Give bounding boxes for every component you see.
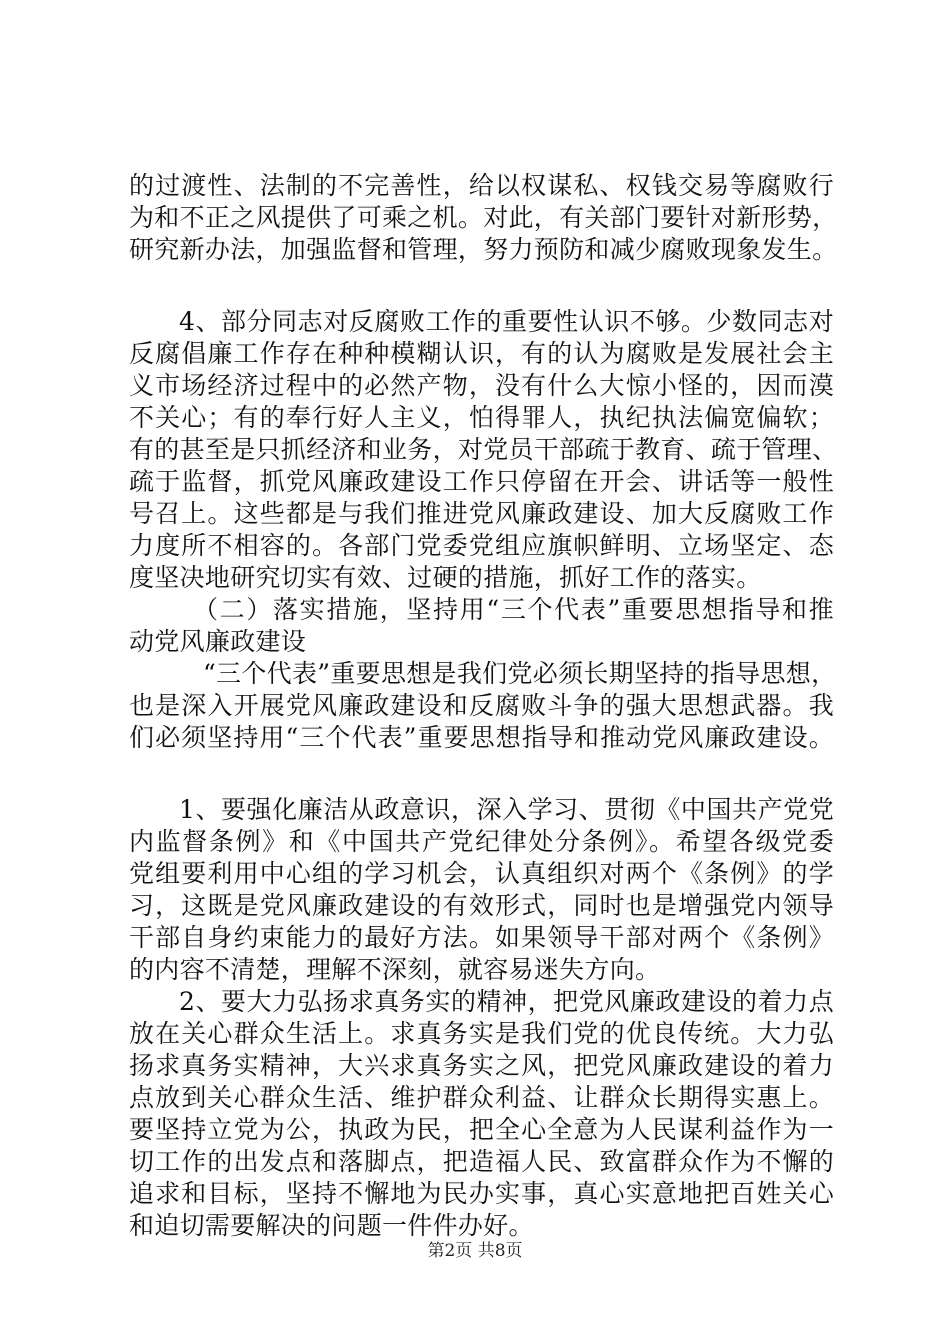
paragraph-gap — [129, 754, 834, 794]
section-heading — [129, 594, 834, 658]
text-line: 们必须坚持用“三个代表”重要思想指导和推动党风廉政建设。 — [129, 723, 834, 752]
text-line: 力度所不相容的。各部门党委党组应旗帜鲜明、立场坚定、态 — [129, 531, 834, 560]
text-line: 疏于监督，抓党风廉政建设工作只停留在开会、讲话等一般性 — [129, 467, 834, 496]
text-line: （二）落实措施，坚持用“三个代表”重要思想指导和推 — [193, 595, 834, 624]
text-line: 扬求真务实精神，大兴求真务实之风，把党风廉政建设的着力 — [129, 1051, 834, 1080]
page-number-footer: 第2页 共8页 — [427, 1241, 523, 1261]
text-line: 干部自身约束能力的最好方法。如果领导干部对两个《条例》 — [129, 923, 834, 952]
paragraph-gap — [129, 266, 834, 306]
text-line: 习，这既是党风廉政建设的有效形式，同时也是增强党内领导 — [129, 891, 834, 920]
text-line: 追求和目标，坚持不懈地为民办实事，真心实意地把百姓关心 — [129, 1179, 834, 1208]
text-line: 内监督条例》和《中国共产党纪律处分条例》。希望各级党委 — [129, 827, 834, 856]
text-line: 的内容不清楚，理解不深刻，就容易迷失方向。 — [129, 955, 661, 984]
text-line: 党组要利用中心组的学习机会，认真组织对两个《条例》的学 — [129, 859, 834, 888]
text-line: 点放到关心群众生活、维护群众利益、让群众长期得实惠上。 — [129, 1083, 834, 1112]
text-line: 义市场经济过程中的必然产物，没有什么大惊小怪的，因而漠 — [129, 371, 834, 400]
text-line: 为和不正之风提供了可乘之机。对此，有关部门要针对新形势， — [129, 203, 838, 232]
paragraph-continuation — [129, 170, 838, 266]
text-line: “三个代表”重要思想是我们党必须长期坚持的指导思想， — [203, 659, 837, 688]
paragraph-point-1 — [129, 794, 834, 986]
text-line: 反腐倡廉工作存在种种模糊认识，有的认为腐败是发展社会主 — [129, 339, 834, 368]
text-line: 度坚决地研究切实有效、过硬的措施，抓好工作的落实。 — [129, 563, 762, 592]
document-body — [129, 170, 838, 1242]
text-line: 4、部分同志对反腐败工作的重要性认识不够。少数同志对 — [179, 307, 834, 336]
text-line: 不关心；有的奉行好人主义，怕得罪人，执纪执法偏宽偏软； — [129, 403, 834, 432]
text-line: 切工作的出发点和落脚点，把造福人民、致富群众作为不懈的 — [129, 1147, 834, 1176]
text-line: 的过渡性、法制的不完善性，给以权谋私、权钱交易等腐败行 — [129, 171, 834, 200]
text-line: 号召上。这些都是与我们推进党风廉政建设、加大反腐败工作 — [129, 499, 834, 528]
paragraph-three-represents — [129, 658, 837, 754]
text-line: 有的甚至是只抓经济和业务，对党员干部疏于教育、疏于管理、 — [129, 435, 838, 464]
text-line: 1、要强化廉洁从政意识，深入学习、贯彻《中国共产党党 — [179, 795, 834, 824]
text-line: 和迫切需要解决的问题一件件办好。 — [129, 1211, 534, 1240]
text-line: 也是深入开展党风廉政建设和反腐败斗争的强大思想武器。我 — [129, 691, 834, 720]
text-line: 放在关心群众生活上。求真务实是我们党的优良传统。大力弘 — [129, 1019, 834, 1048]
paragraph-point-4 — [129, 306, 838, 594]
paragraph-point-2 — [129, 986, 834, 1242]
text-line: 2、要大力弘扬求真务实的精神，把党风廉政建设的着力点 — [179, 987, 834, 1016]
text-line: 研究新办法，加强监督和管理，努力预防和减少腐败现象发生。 — [129, 235, 838, 264]
text-line: 动党风廉政建设 — [129, 627, 307, 656]
text-line: 要坚持立党为公，执政为民，把全心全意为人民谋利益作为一 — [129, 1115, 834, 1144]
